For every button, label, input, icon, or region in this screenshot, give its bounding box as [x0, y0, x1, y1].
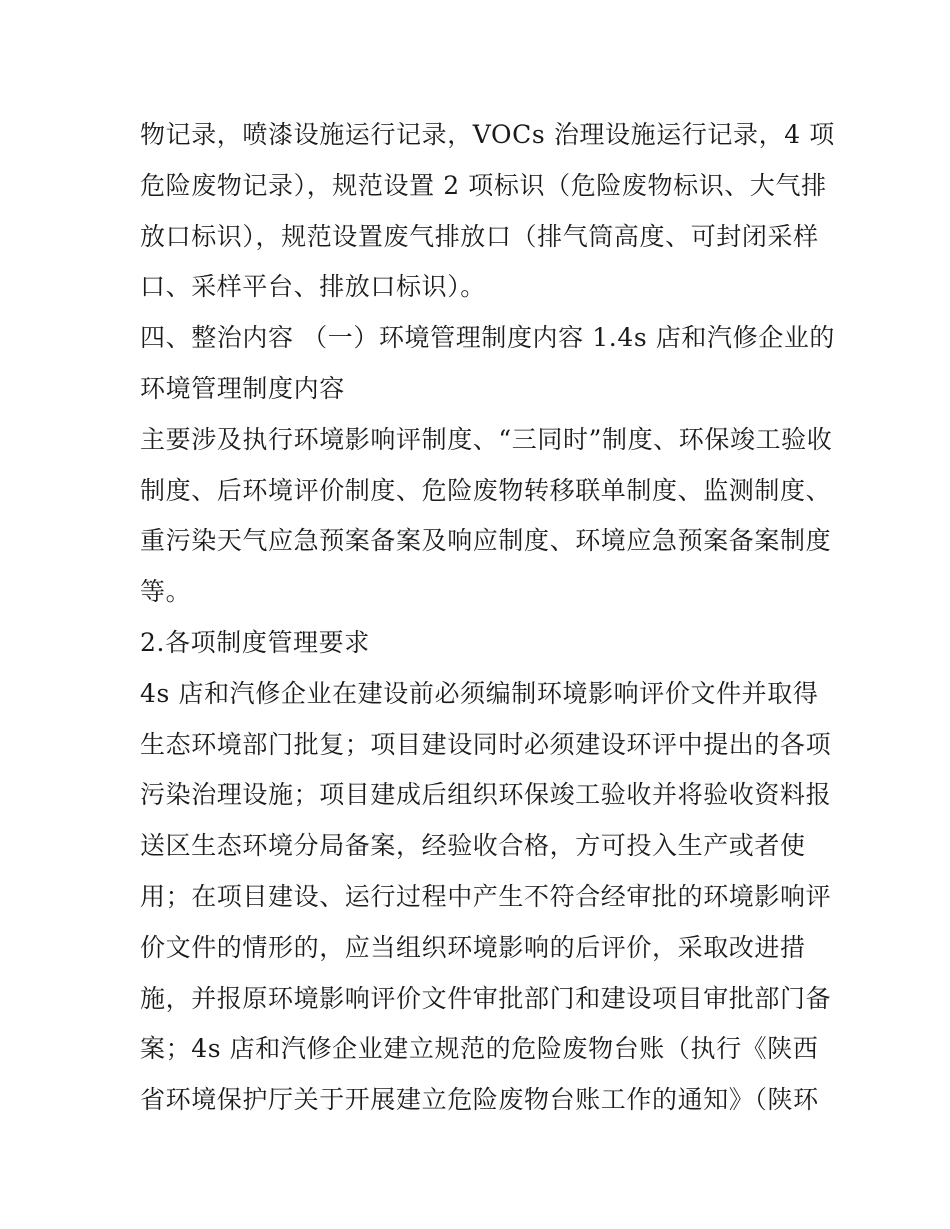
text-line: 价文件的情形的，应当组织环境影响的后评价，采取改进措	[140, 932, 806, 962]
text-line: 口、采样平台、排放口标识）。	[140, 272, 486, 302]
text-line: 放口标识），规范设置废气排放口（排气筒高度、可封闭采样	[140, 221, 819, 251]
text-line: 送区生态环境分局备案，经验收合格，方可投入生产或者使	[140, 831, 806, 861]
text-line: 4s 店和汽修企业在建设前必须编制环境影响评价文件并取得	[140, 678, 819, 708]
text-line: 重污染天气应急预案备案及响应制度、环境应急预案备案制度	[140, 526, 832, 556]
text-line: 案；4s 店和汽修企业建立规范的危险废物台账（执行《陕西	[140, 1034, 819, 1064]
text-line: 物记录，喷漆设施运行记录，VOCs 治理设施运行记录，4 项	[140, 120, 835, 149]
subsection-heading-line: 2.各项制度管理要求	[140, 627, 370, 657]
text-line: 危险废物记录），规范设置 2 项标识（危险废物标识、大气排	[140, 170, 827, 200]
text-line: 等。	[140, 577, 192, 607]
text-line: 制度、后环境评价制度、危险废物转移联单制度、监测制度、	[140, 475, 832, 505]
text-line: 主要涉及执行环境影响评制度、“三同时”制度、环保竣工验收	[140, 424, 833, 454]
section-heading-line: 四、整治内容 （一）环境管理制度内容 1.4s 店和汽修企业的	[140, 323, 836, 353]
text-line: 环境管理制度内容	[140, 373, 345, 403]
text-line: 施，并报原环境影响评价文件审批部门和建设项目审批部门备	[140, 983, 832, 1013]
text-line: 污染治理设施；项目建成后组织环保竣工验收并将验收资料报	[140, 780, 832, 810]
text-line: 生态环境部门批复；项目建设同时必须建设环评中提出的各项	[140, 729, 832, 759]
document-body	[140, 110, 836, 1126]
text-line: 省环境保护厅关于开展建立危险废物台账工作的通知》（陕环	[140, 1085, 819, 1115]
text-line: 用；在项目建设、运行过程中产生不符合经审批的环境影响评	[140, 881, 832, 911]
